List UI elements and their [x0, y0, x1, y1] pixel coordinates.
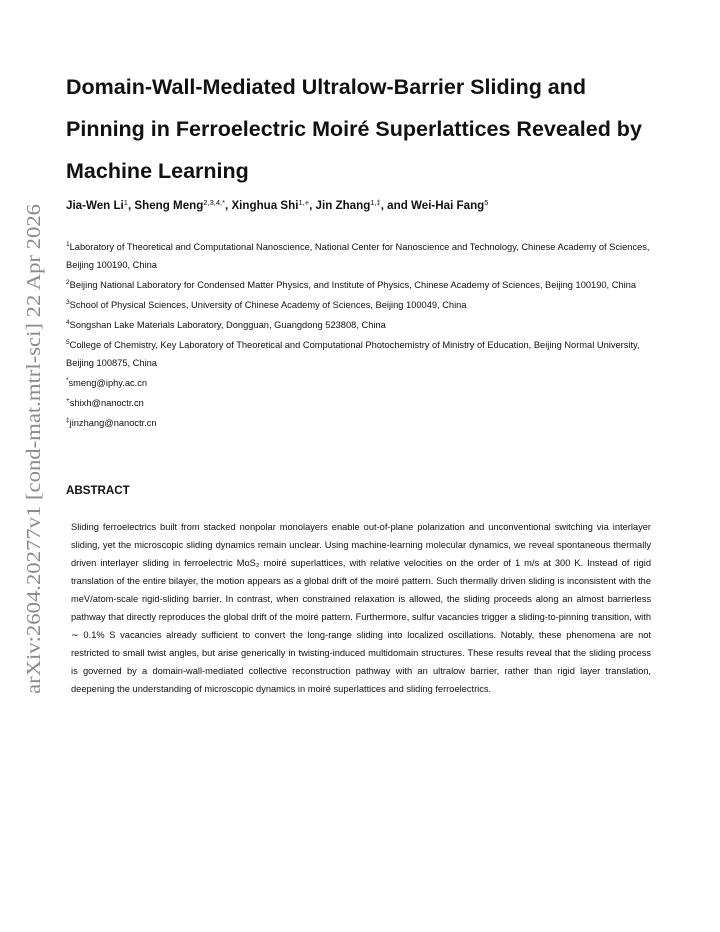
- affiliation-text: Beijing National Laboratory for Condensed Matter Physics, and Institute of Physics, Chinese Academy of Sciences, Beijing 100190, China: [69, 280, 637, 290]
- email-mark: *: [66, 377, 69, 384]
- affiliation-item: [66, 334, 666, 372]
- email-text: shixh@nanoctr.cn: [69, 398, 144, 408]
- author-name: Jin Zhang: [315, 199, 371, 212]
- affiliation-list: [66, 236, 666, 432]
- author-affiliation-mark: 1,‡: [370, 198, 381, 207]
- author-separator: ,: [127, 199, 135, 212]
- affiliation-mark: 2: [66, 279, 70, 286]
- author-separator: , and: [380, 199, 412, 212]
- author-affiliation-mark: 1,+: [298, 198, 310, 207]
- affiliation-item: [66, 314, 666, 334]
- affiliation-mark: 5: [66, 339, 70, 346]
- author-affiliation-mark: 5: [484, 198, 489, 207]
- author-name: Sheng Meng: [134, 199, 204, 212]
- author-list: [66, 195, 676, 213]
- affiliation-item: [66, 236, 666, 274]
- affiliation-item: [66, 274, 666, 294]
- arxiv-identifier-text: arXiv:2604.20277v1 [cond-mat.mtrl-sci] 22 Apr 2026: [23, 261, 45, 694]
- author-affiliation-mark: 2,3,4,*: [203, 198, 225, 207]
- abstract-heading: ABSTRACT: [66, 484, 130, 497]
- affiliation-text: Songshan Lake Materials Laboratory, Dongguan, Guangdong 523808, China: [69, 320, 386, 330]
- arxiv-identifier-stamp: [21, 202, 47, 694]
- corresponding-email-item: [66, 372, 666, 392]
- author-affiliation-mark: 1: [123, 198, 128, 207]
- email-text: smeng@iphy.ac.cn: [68, 378, 148, 388]
- author-separator: ,: [225, 199, 232, 212]
- affiliation-mark: 4: [66, 319, 70, 326]
- author-separator: ,: [309, 199, 316, 212]
- author-name: Wei-Hai Fang: [411, 199, 485, 212]
- paper-title: Domain-Wall-Mediated Ultralow-Barrier Sliding and Pinning in Ferroelectric Moiré Superlattices Revealed by Machine Learning: [66, 75, 642, 183]
- affiliation-text: Laboratory of Theoretical and Computational Nanoscience, National Center for Nanoscience and Technology, Chinese Academy of Sciences, Beijing 100190, China: [66, 242, 650, 270]
- email-mark: +: [66, 397, 70, 404]
- email-text: jinzhang@nanoctr.cn: [69, 418, 157, 428]
- corresponding-email-item: [66, 412, 666, 432]
- affiliation-mark: 1: [66, 241, 70, 248]
- corresponding-email-item: [66, 392, 666, 412]
- affiliation-mark: 3: [66, 299, 70, 306]
- author-name: Jia-Wen Li: [66, 199, 124, 212]
- email-mark: ‡: [66, 417, 70, 424]
- author-name: Xinghua Shi: [231, 199, 299, 212]
- affiliation-text: School of Physical Sciences, University of Chinese Academy of Sciences, Beijing 100049, China: [69, 300, 467, 310]
- affiliation-item: [66, 294, 666, 314]
- affiliation-text: College of Chemistry, Key Laboratory of Theoretical and Computational Photochemistry of Ministry of Education, Beijing Normal University, Beijing 100875, China: [66, 340, 640, 368]
- abstract-body: Sliding ferroelectrics built from stacked nonpolar monolayers enable out-of-plane polarization and unconventional switching via interlayer sliding, yet the microscopic sliding dynamics remain unclear. Using machine-learning molecular dynamics, we reveal spontaneous thermally driven interlayer sliding in ferroelectric MoS₂ moiré superlattices, with relative velocities on the order of 1 m/s at 300 K. Instead of rigid translation of the entire bilayer, the motion appears as a global drift of the moiré pattern. Such thermally driven sliding is inconsistent with the meV/atom-scale rigid-sliding barrier. In contrast, when constrained relaxation is allowed, the sliding proceeds along an almost barrierless pathway that directly reproduces the global drift of the moiré pattern. Furthermore, sulfur vacancies trigger a sliding-to-pinning transition, with ∼ 0.1% S vacancies already sufficient to convert the long-range sliding into localized oscillations. Notably, these phenomena are not restricted to small twist angles, but arise generically in twisting-induced multidomain structures. These results reveal that the sliding process is governed by a domain-wall-mediated collective reconstruction pathway with an ultralow barrier, rather than rigid layer translation, deepening the understanding of microscopic dynamics in moiré superlattices and sliding ferroelectrics.: [71, 522, 651, 694]
